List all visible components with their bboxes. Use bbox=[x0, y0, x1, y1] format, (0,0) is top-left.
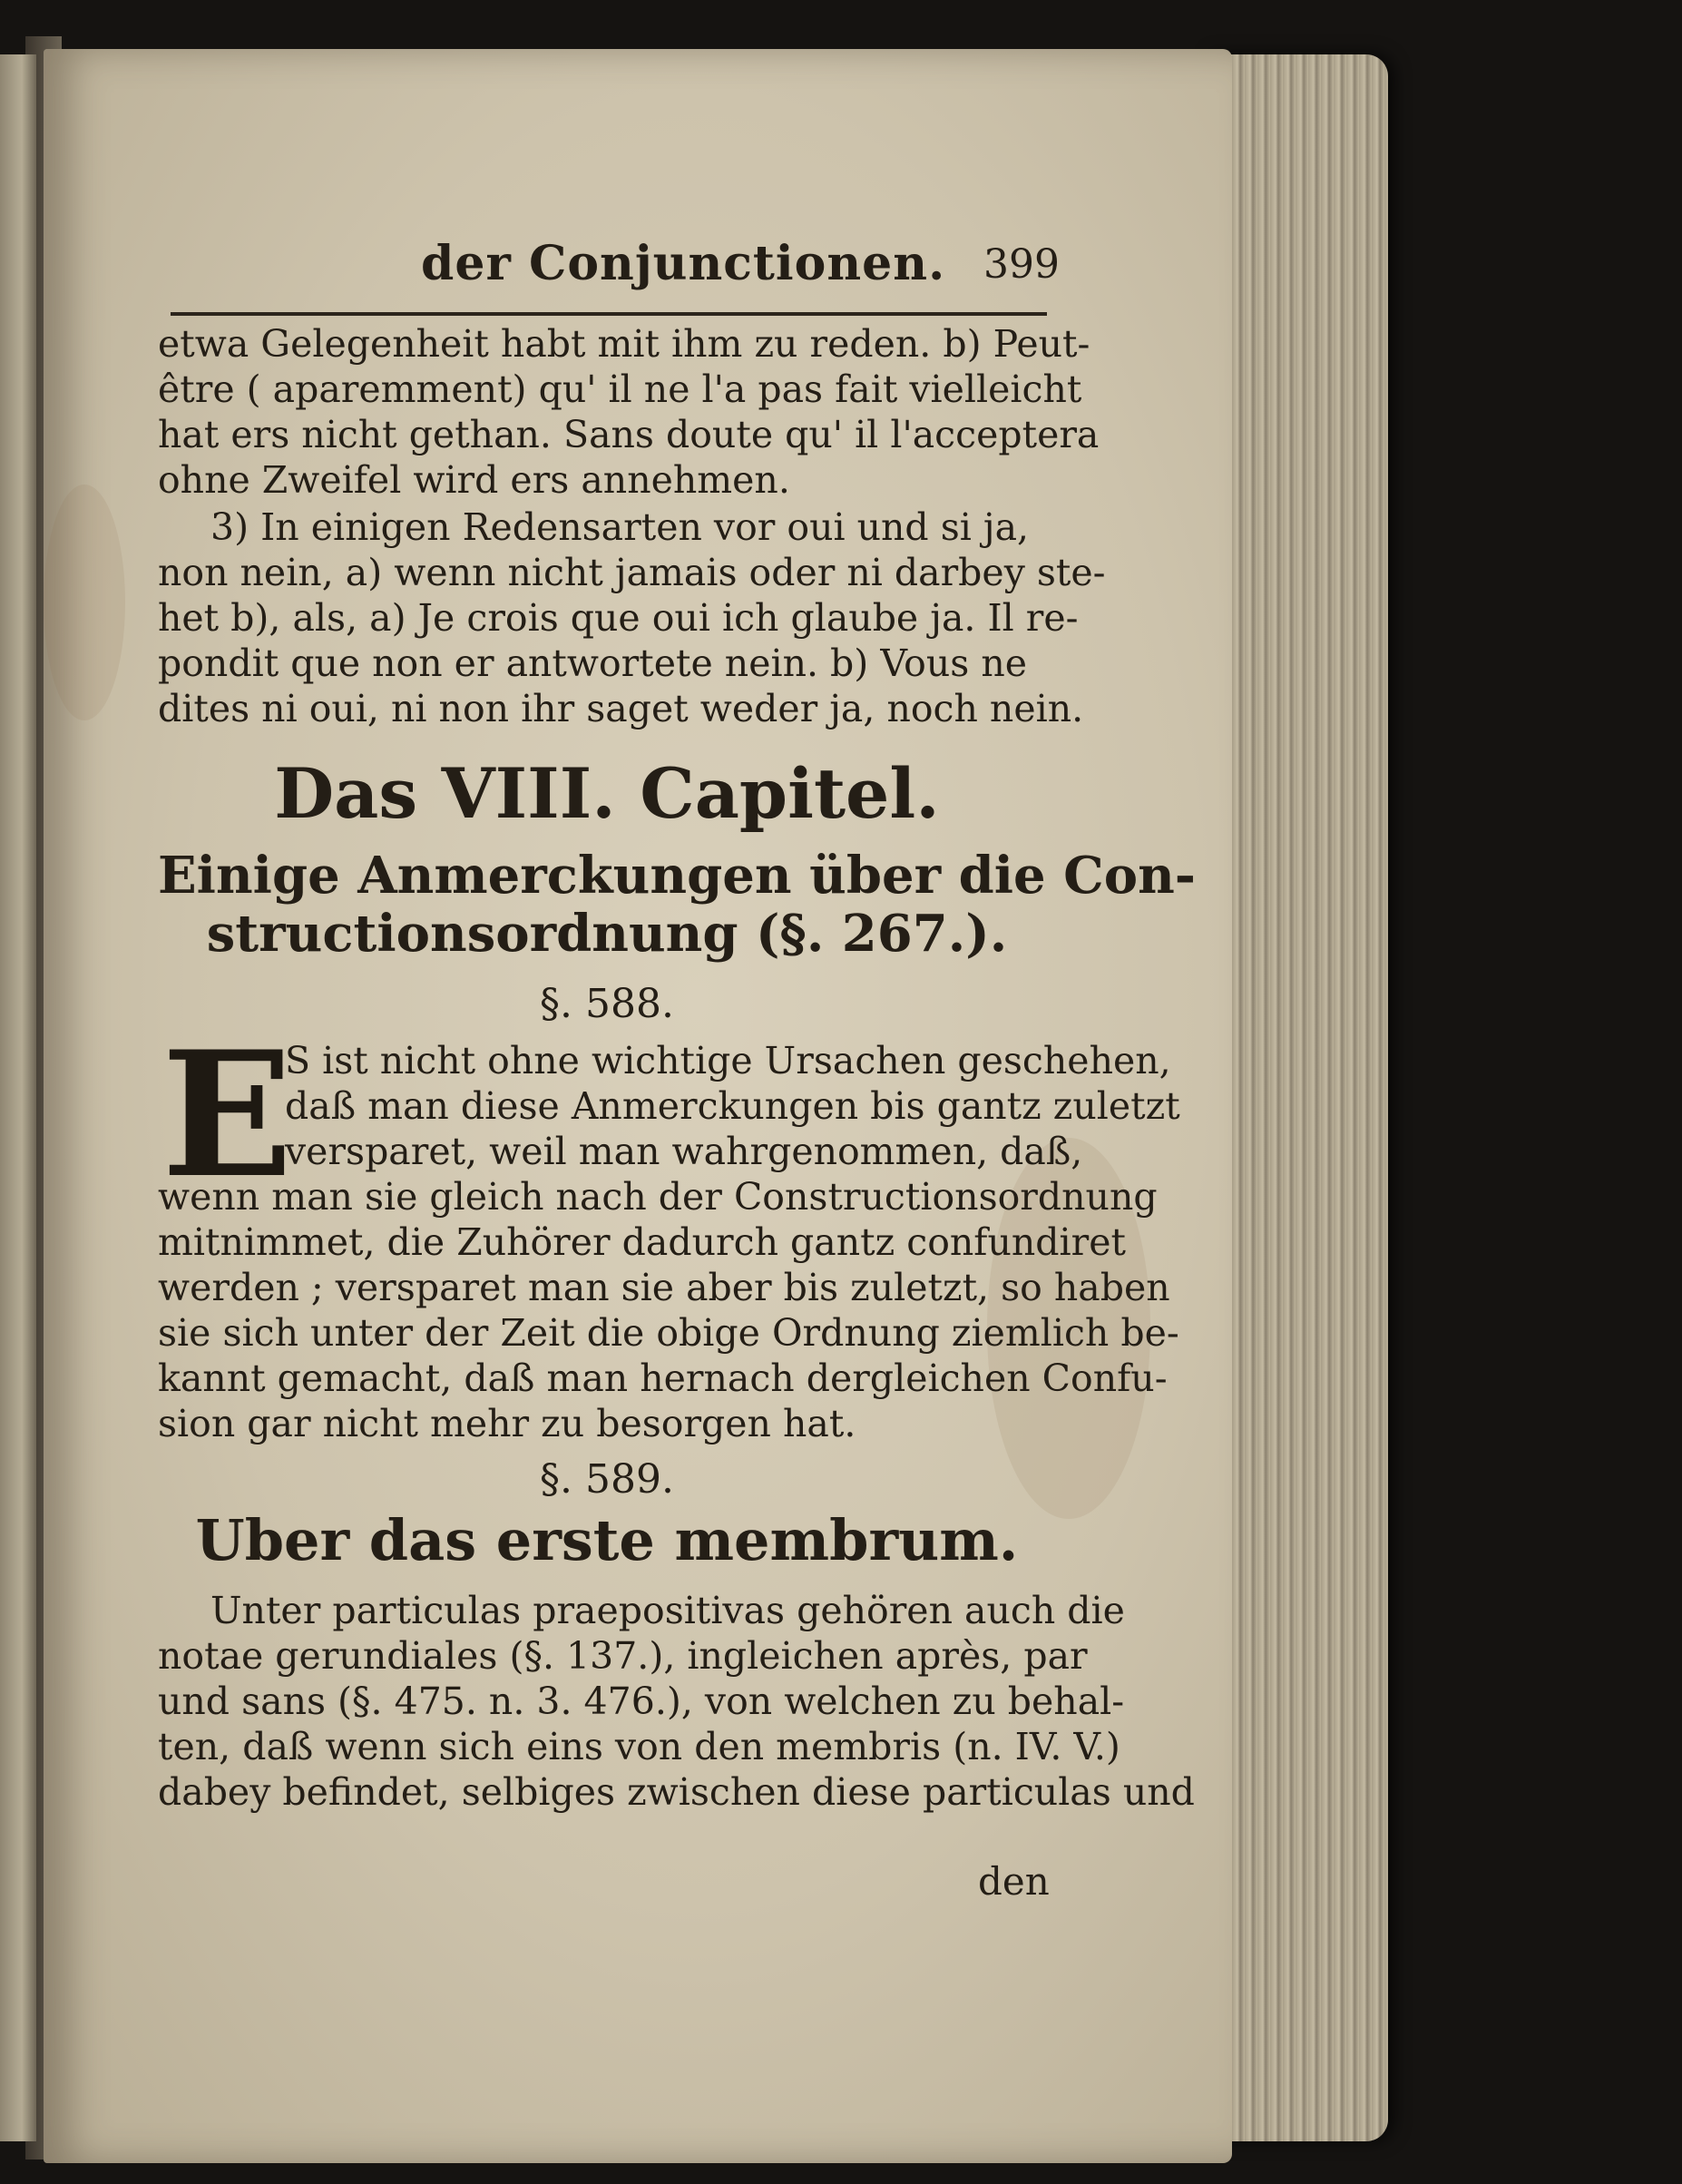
text-line: être ( aparemment) qu' il ne l'a pas fait vielleicht bbox=[158, 367, 1082, 411]
chapter-subtitle-line: structionsordnung (§. 267.). bbox=[206, 904, 1008, 964]
text-line: und sans (§. 475. n. 3. 476.), von welchen zu behal- bbox=[158, 1680, 1125, 1723]
text-line: S ist nicht ohne wichtige Ursachen geschehen, bbox=[285, 1039, 1171, 1082]
text-line: sion gar nicht mehr zu besorgen hat. bbox=[158, 1402, 856, 1445]
catchword: den bbox=[978, 1859, 1050, 1904]
book-page bbox=[44, 49, 1232, 2163]
text-line: pondit que non er antwortete nein. b) Vous ne bbox=[158, 641, 1027, 685]
text-line: werden ; versparet man sie aber bis zuletzt, so haben bbox=[158, 1266, 1170, 1309]
text-line: ohne Zweifel wird ers annehmen. bbox=[158, 458, 790, 502]
text-line: 3) In einigen Redensarten vor oui und si ja, bbox=[210, 505, 1030, 549]
text-line: daß man diese Anmerckungen bis gantz zuletzt bbox=[285, 1084, 1180, 1128]
drop-cap: E bbox=[161, 1014, 293, 1216]
section-number: §. 588. bbox=[540, 981, 674, 1027]
section-number: §. 589. bbox=[540, 1456, 674, 1503]
running-head: der Conjunctionen. bbox=[421, 236, 946, 291]
paper-stain bbox=[44, 485, 125, 720]
text-line: etwa Gelegenheit habt mit ihm zu reden. b) Peut- bbox=[158, 322, 1090, 366]
text-line: sie sich unter der Zeit die obige Ordnung ziemlich be- bbox=[158, 1311, 1179, 1355]
text-line: wenn man sie gleich nach der Constructionsordnung bbox=[158, 1175, 1158, 1219]
text-line: notae gerundiales (§. 137.), ingleichen après, par bbox=[158, 1634, 1088, 1678]
left-page-edge bbox=[0, 54, 36, 2141]
text-line: dites ni oui, ni non ihr saget weder ja, noch nein. bbox=[158, 687, 1084, 730]
text-line: dabey befindet, selbiges zwischen diese particulas und bbox=[158, 1770, 1195, 1814]
page-number: 399 bbox=[983, 241, 1060, 288]
text-line: ten, daß wenn sich eins von den membris (n. IV. V.) bbox=[158, 1725, 1120, 1768]
text-line: mitnimmet, die Zuhörer dadurch gantz confundiret bbox=[158, 1220, 1126, 1264]
text-line: kannt gemacht, daß man hernach dergleichen Confu- bbox=[158, 1356, 1168, 1400]
page-fore-edges bbox=[1207, 54, 1388, 2141]
text-line: non nein, a) wenn nicht jamais oder ni darbey ste- bbox=[158, 551, 1106, 594]
text-line: het b), als, a) Je crois que oui ich glaube ja. Il re- bbox=[158, 596, 1079, 640]
section-heading: Uber das erste membrum. bbox=[195, 1507, 1019, 1573]
chapter-subtitle-line: Einige Anmerckungen über die Con- bbox=[158, 846, 1197, 906]
text-line: versparet, weil man wahrgenommen, daß, bbox=[285, 1130, 1083, 1173]
text-line: hat ers nicht gethan. Sans doute qu' il l'acceptera bbox=[158, 413, 1100, 456]
header-rule bbox=[171, 312, 1047, 316]
text-line: Unter particulas praepositivas gehören auch die bbox=[210, 1589, 1125, 1632]
page-header bbox=[158, 221, 1060, 303]
chapter-title: Das VIII. Capitel. bbox=[274, 753, 940, 834]
